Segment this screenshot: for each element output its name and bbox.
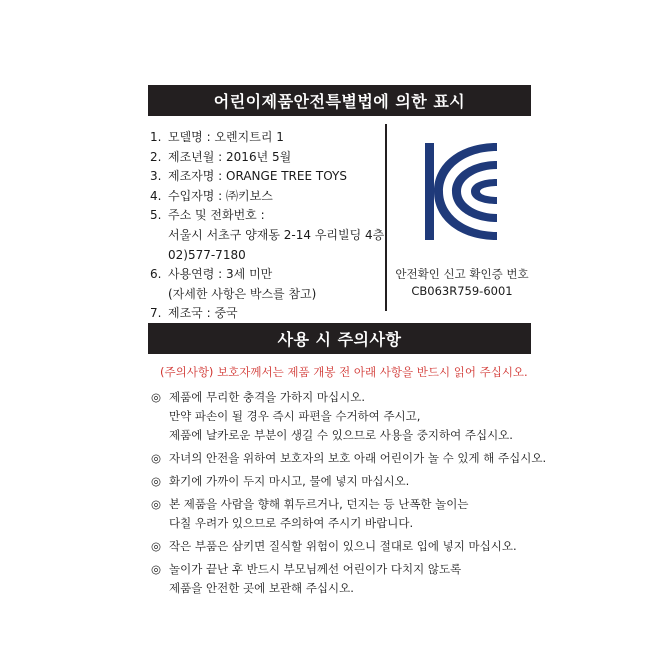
- info-row: [150, 206, 385, 226]
- caution-line: [151, 514, 536, 533]
- caution-text: 자녀의 안전을 위하여 보호자의 보호 아래 어린이가 놀 수 있게 해 주십시오.: [169, 451, 547, 465]
- info-row-number: 5.: [150, 208, 162, 223]
- caution-line: [151, 579, 536, 598]
- caution-item: [151, 560, 536, 598]
- caution-text: 본 제품을 사람을 향해 휘두르거나, 던지는 등 난폭한 놀이는: [169, 497, 469, 511]
- caution-text: 다칠 우려가 있으므로 주의하여 주시기 바랍니다.: [169, 516, 414, 530]
- info-row-number: 6.: [150, 267, 162, 282]
- caution-list: [151, 388, 547, 602]
- caution-text: 제품에 무리한 충격을 가하지 마십시오.: [169, 390, 366, 404]
- bullet-icon: ◎: [151, 539, 162, 553]
- kc-mark-icon: [425, 143, 497, 240]
- info-row-text: 수입자명 : ㈜키보스: [168, 188, 273, 203]
- info-row: [150, 128, 385, 148]
- caution-item: [151, 388, 536, 445]
- info-row-number: 7.: [150, 306, 162, 321]
- info-row: [150, 265, 385, 285]
- label-title: 어린이제품안전특별법에 의한 표시: [213, 92, 466, 111]
- certification-number: CB063R759-6001: [411, 284, 513, 298]
- warning-text: (주의사항) 보호자께서는 제품 개봉 전 아래 사항을 반드시 읽어 주십시오.: [160, 365, 528, 379]
- info-row-number: 3.: [150, 169, 162, 184]
- caution-item: [151, 537, 536, 556]
- bullet-icon: ◎: [151, 390, 162, 404]
- info-row-text: 02)577-7180: [168, 247, 246, 262]
- caution-text: 제품을 안전한 곳에 보관해 주십시오.: [169, 581, 354, 595]
- caution-text: 놀이가 끝난 후 반드시 부모님께선 어린이가 다치지 않도록: [169, 562, 462, 576]
- certification-label: 안전확인 신고 확인증 번호: [395, 267, 529, 281]
- caution-item: [151, 495, 536, 533]
- bullet-icon: ◎: [151, 562, 162, 576]
- info-row: [150, 226, 385, 246]
- info-row-number: 2.: [150, 149, 162, 164]
- info-row: [150, 246, 385, 266]
- caution-text: 제품에 날카로운 부분이 생길 수 있으므로 사용을 중지하여 주십시오.: [169, 428, 513, 442]
- caution-text: 만약 파손이 될 경우 즉시 파편을 수거하여 주시고,: [169, 409, 421, 423]
- bullet-icon: ◎: [151, 474, 162, 488]
- info-row-text: 사용연령 : 3세 미만: [168, 267, 273, 282]
- caution-title-bar: [148, 323, 531, 354]
- caution-item: [151, 472, 536, 491]
- product-info-list: [150, 128, 385, 324]
- caution-item: [151, 449, 547, 468]
- info-row: [150, 285, 385, 305]
- caution-line: [151, 388, 536, 407]
- caution-line: [151, 560, 536, 579]
- label-title-bar: [148, 85, 531, 116]
- caution-text: 작은 부품은 삼키면 질식할 위험이 있으니 절대로 입에 넣지 마십시오.: [169, 539, 517, 553]
- info-row: [150, 167, 385, 187]
- bullet-icon: ◎: [151, 451, 162, 465]
- info-row-text: 제조자명 : ORANGE TREE TOYS: [168, 169, 347, 184]
- vertical-divider: [385, 124, 387, 311]
- caution-line: [151, 407, 536, 426]
- info-row-text: 모델명 : 오렌지트리 1: [168, 130, 284, 144]
- info-row-number: 1.: [150, 130, 162, 144]
- info-row-text: 제조년월 : 2016년 5월: [168, 149, 292, 164]
- caution-title: 사용 시 주의사항: [277, 330, 402, 349]
- caution-line: [151, 537, 536, 556]
- info-row: [150, 148, 385, 168]
- caution-line: [151, 495, 536, 514]
- bullet-icon: ◎: [151, 497, 162, 511]
- info-row: [150, 187, 385, 207]
- info-row-number: 4.: [150, 188, 162, 203]
- info-row-text: (자세한 사항은 박스를 참고): [168, 286, 317, 301]
- caution-line: [151, 472, 536, 491]
- caution-line: [151, 449, 547, 468]
- info-row-text: 서울시 서초구 양재동 2-14 우리빌딩 4층: [168, 227, 385, 242]
- info-row: [150, 304, 385, 324]
- caution-line: [151, 426, 536, 445]
- caution-text: 화기에 가까이 두지 마시고, 물에 넣지 마십시오.: [169, 474, 410, 488]
- info-row-text: 주소 및 전화번호 :: [168, 208, 265, 223]
- info-row-text: 제조국 : 중국: [168, 306, 238, 321]
